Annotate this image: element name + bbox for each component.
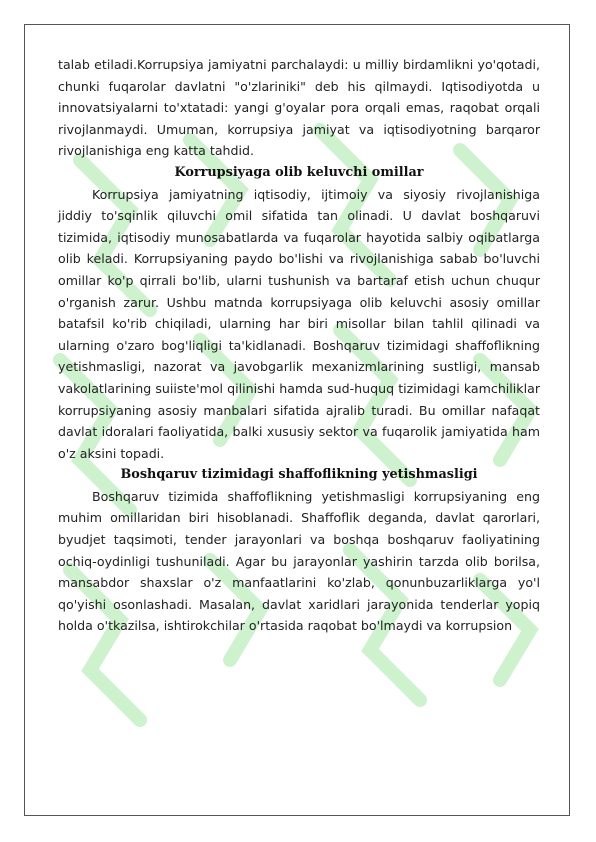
section-heading-transparency: Boshqaruv tizimidagi shaffoflikning yetishmasligi — [120, 467, 478, 483]
document-body — [58, 54, 540, 637]
section-heading-corruption-factors: Korrupsiyaga olib keluvchi omillar — [174, 164, 424, 180]
corruption-factors-paragraph: Korrupsiya jamiyatning iqtisodiy, ijtimoiy va siyosiy rivojlanishiga jiddiy to'sqinlik qiluvchi omil sifatida tan olinadi. U davlat boshqaruvi tizimida, iqtisodiy munosabatlarda va fuqarolar hayotida salbiy oqibatlarga olib keladi. Korrupsiyaning paydo bo'lishi va rivojlanishiga sabab bo'luvchi omillar ko'p qirrali bo'lib, ularni tushunish va bartaraf etish uchun chuqur o'rganish zarur. Ushbu matnda korrupsiyaga olib keluvchi asosiy omillar batafsil ko'rib chiqiladi, ularning har biri misollar bilan tahlil qilinadi va ularning o'zaro bog'liqligi ta'kidlanadi. Boshqaruv tizimidagi shaffoflikning yetishmasligi, nazorat va javobgarlik mexanizmlarining sustligi, mansab vakolatlarining suiiste'mol qilinishi hamda sud-huquq tizimidagi kamchiliklar korrupsiyaning asosiy manbalari sifatida ajralib turadi. Bu omillar nafaqat davlat idoralari faoliyatida, balki xususiy sektor va fuqarolik jamiyatida ham o'z aksini topadi. — [58, 186, 540, 461]
opening-paragraph: talab etiladi.Korrupsiya jamiyatni parchalaydi: u milliy birdamlikni yo'qotadi, chunki fuqarolar davlatni "o'zlariniki" deb his qilmaydi. Iqtisodiyotda u innovatsiyalarni to'xtatadi: yangi g'oyalar pora orqali emas, raqobat orqali rivojlanmaydi. Umuman, korrupsiya jamiyat va iqtisodiyotning barqaror rivojlanishiga eng katta tahdid. — [58, 57, 540, 159]
transparency-paragraph: Boshqaruv tizimida shaffoflikning yetishmasligi korrupsiyaning eng muhim omillaridan biri hisoblanadi. Shaffoflik deganda, davlat qarorlari, byudjet taqsimoti, tender jarayonlari va boshqa boshqaruv faoliyatining ochiq-oydinligi tushuniladi. Agar bu jarayonlar yashirin tarzda olib borilsa, mansabdor shaxslar o'z manfaatlarini ko'zlab, qonunbuzarliklarga yo'l qo'yishi osonlashadi. Masalan, davlat xaridlari jarayonida tenderlar yopiq holda o'tkazilsa, ishtirokchilar o'rtasida raqobat bo'lmaydi va korrupsion — [58, 488, 540, 634]
